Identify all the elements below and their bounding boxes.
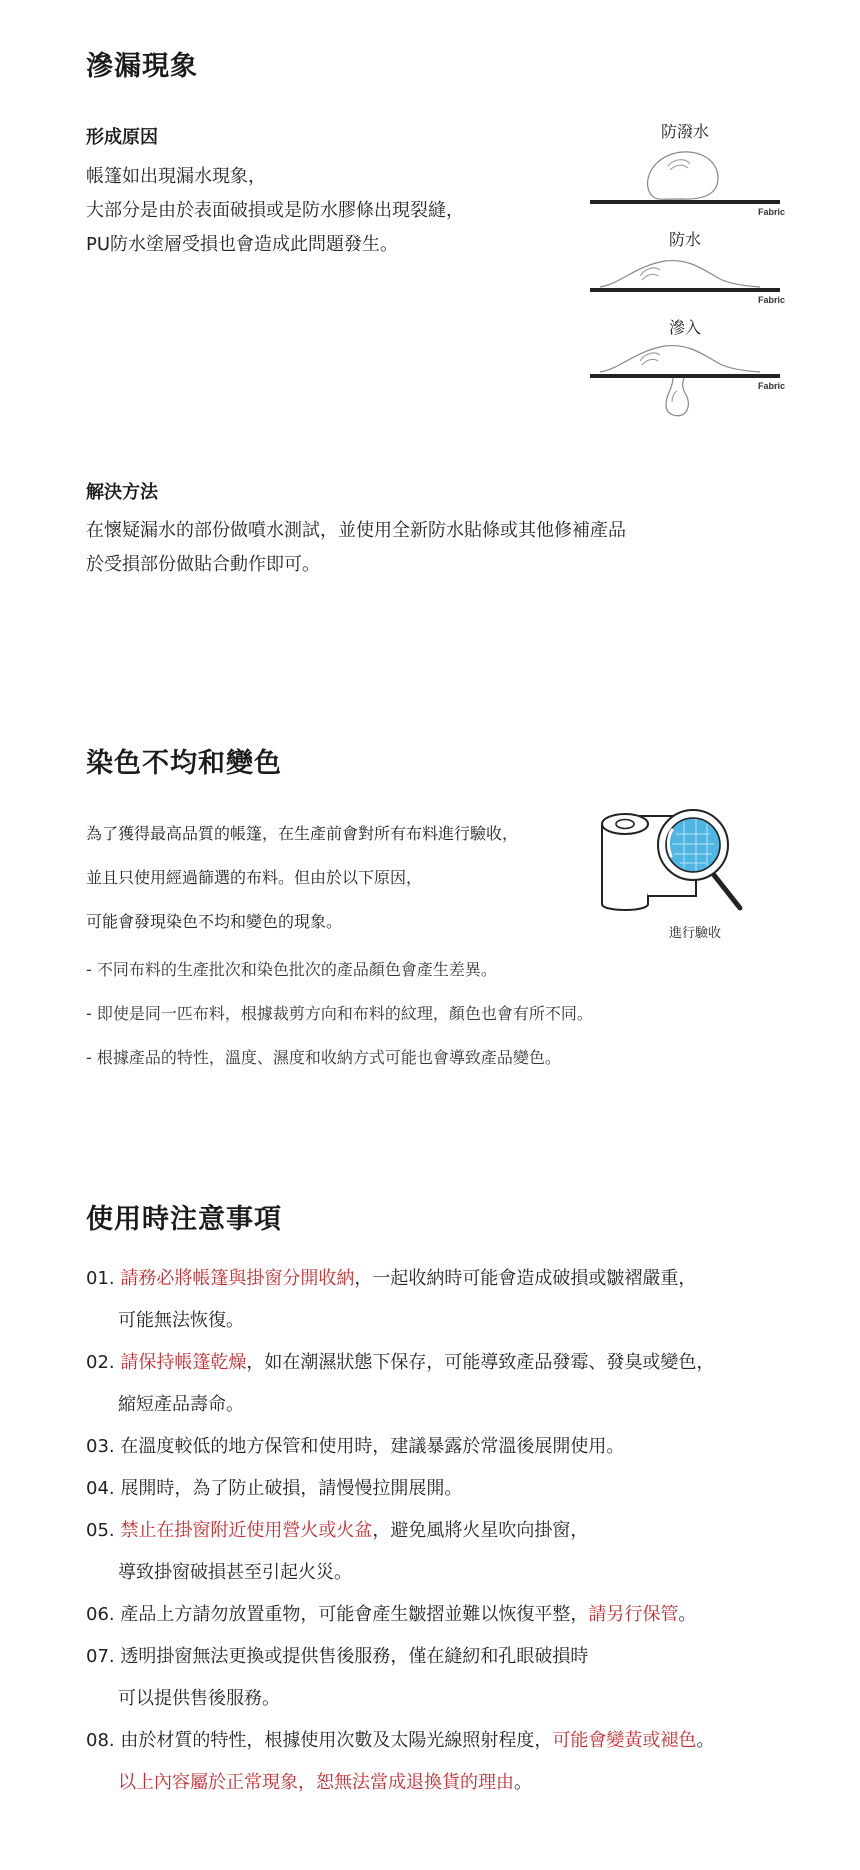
item-emphasis: 請另行保管 (588, 1604, 679, 1625)
care-item-07 (86, 1642, 588, 1668)
dye-intro-line: 可能會發現染色不均和變色的現象。 (86, 912, 343, 931)
item-number: 03. (86, 1436, 115, 1457)
solution-line: 在懷疑漏水的部份做噴水測試，並使用全新防水貼條或其他修補產品 (86, 520, 626, 541)
item-end: 。 (696, 1730, 715, 1751)
item-number: 04. (86, 1478, 115, 1499)
item-emphasis: 請保持帳篷乾燥 (120, 1352, 247, 1373)
fabric-roll-magnifier-icon (600, 800, 750, 920)
dye-intro (86, 812, 518, 944)
item-number: 01. (86, 1268, 115, 1289)
care-item-05 (86, 1516, 588, 1542)
fabric-label: Fabric (758, 207, 786, 217)
water-repellent-label: 防潑水 (660, 122, 709, 141)
care-item-03 (86, 1432, 624, 1458)
care-item-05-cont: 導致掛窗破損甚至引起火災。 (118, 1562, 352, 1583)
item-text: 在溫度較低的地方保管和使用時，建議暴露於常溫後展開使用。 (120, 1436, 625, 1457)
fabric-label: Fabric (758, 381, 786, 391)
cause-line: 大部分是由於表面破損或是防水膠條出現裂縫， (86, 200, 464, 221)
item-number: 06. (86, 1604, 115, 1625)
care-item-02 (86, 1348, 714, 1374)
leak-section-title: 滲漏現象 (86, 51, 198, 82)
dye-notes (86, 948, 593, 1080)
item-end: 。 (678, 1604, 697, 1625)
cause-text (86, 160, 464, 262)
item-text: ，避免風將火星吹向掛窗， (372, 1520, 589, 1541)
dye-note: - 不同布料的生產批次和染色批次的產品顏色會產生差異。 (86, 960, 497, 979)
solution-text (86, 514, 626, 582)
cause-heading: 形成原因 (86, 127, 158, 148)
care-section-title: 使用時注意事項 (86, 1204, 282, 1235)
inspection-illustration (600, 800, 750, 941)
cause-line: 帳篷如出現漏水現象， (86, 166, 266, 187)
dye-intro-line: 並且只使用經過篩選的布料。但由於以下原因， (86, 868, 423, 887)
seepage-label: 滲入 (668, 318, 701, 337)
care-item-02-cont: 縮短產品壽命。 (118, 1394, 244, 1415)
care-item-07-cont: 可以提供售後服務。 (118, 1688, 280, 1709)
item-end: 。 (514, 1772, 532, 1793)
item-emphasis: 請務必將帳篷與掛窗分開收納 (120, 1268, 355, 1289)
fabric-label: Fabric (758, 295, 786, 305)
inspection-caption: 進行驗收 (668, 926, 721, 941)
solution-line: 於受損部份做貼合動作即可。 (86, 554, 320, 575)
dye-note: - 根據產品的特性，溫度、濕度和收納方式可能也會導致產品變色。 (86, 1048, 561, 1067)
dye-note: - 即使是同一匹布料，根據裁剪方向和布料的紋理，顏色也會有所不同。 (86, 1004, 593, 1023)
droplet-illustrations (590, 116, 780, 421)
care-item-08 (86, 1726, 714, 1752)
item-text: ，一起收納時可能會造成破損或皺褶嚴重， (354, 1268, 697, 1289)
cause-line: PU防水塗層受損也會造成此問題發生。 (86, 234, 399, 255)
waterproof-diagram (590, 116, 786, 421)
care-item-04 (86, 1474, 462, 1500)
item-text: 透明掛窗無法更換或提供售後服務，僅在縫紉和孔眼破損時 (120, 1646, 589, 1667)
item-emphasis: 禁止在掛窗附近使用營火或火盆 (120, 1520, 373, 1541)
solution-heading: 解決方法 (86, 482, 158, 503)
item-number: 08. (86, 1730, 115, 1751)
item-number: 07. (86, 1646, 115, 1667)
item-emphasis: 以上內容屬於正常現象，恕無法當成退換貨的理由 (118, 1772, 514, 1793)
care-item-08-cont (118, 1768, 532, 1794)
item-text: 展開時，為了防止破損，請慢慢拉開展開。 (120, 1478, 463, 1499)
item-text: 產品上方請勿放置重物，可能會產生皺摺並難以恢復平整， (120, 1604, 589, 1625)
dye-intro-line: 為了獲得最高品質的帳篷，在生產前會對所有布料進行驗收， (86, 824, 519, 843)
item-text: ，如在潮濕狀態下保存，可能導致產品發霉、發臭或變色， (246, 1352, 715, 1373)
item-emphasis: 可能會變黃或褪色 (552, 1730, 697, 1751)
care-item-01 (86, 1264, 696, 1290)
dye-section-title: 染色不均和變色 (86, 748, 282, 779)
waterproof-label: 防水 (668, 230, 701, 249)
care-item-06 (86, 1600, 696, 1626)
item-text: 由於材質的特性，根據使用次數及太陽光線照射程度， (120, 1730, 553, 1751)
care-item-01-cont: 可能無法恢復。 (118, 1310, 244, 1331)
item-number: 05. (86, 1520, 115, 1541)
item-number: 02. (86, 1352, 115, 1373)
